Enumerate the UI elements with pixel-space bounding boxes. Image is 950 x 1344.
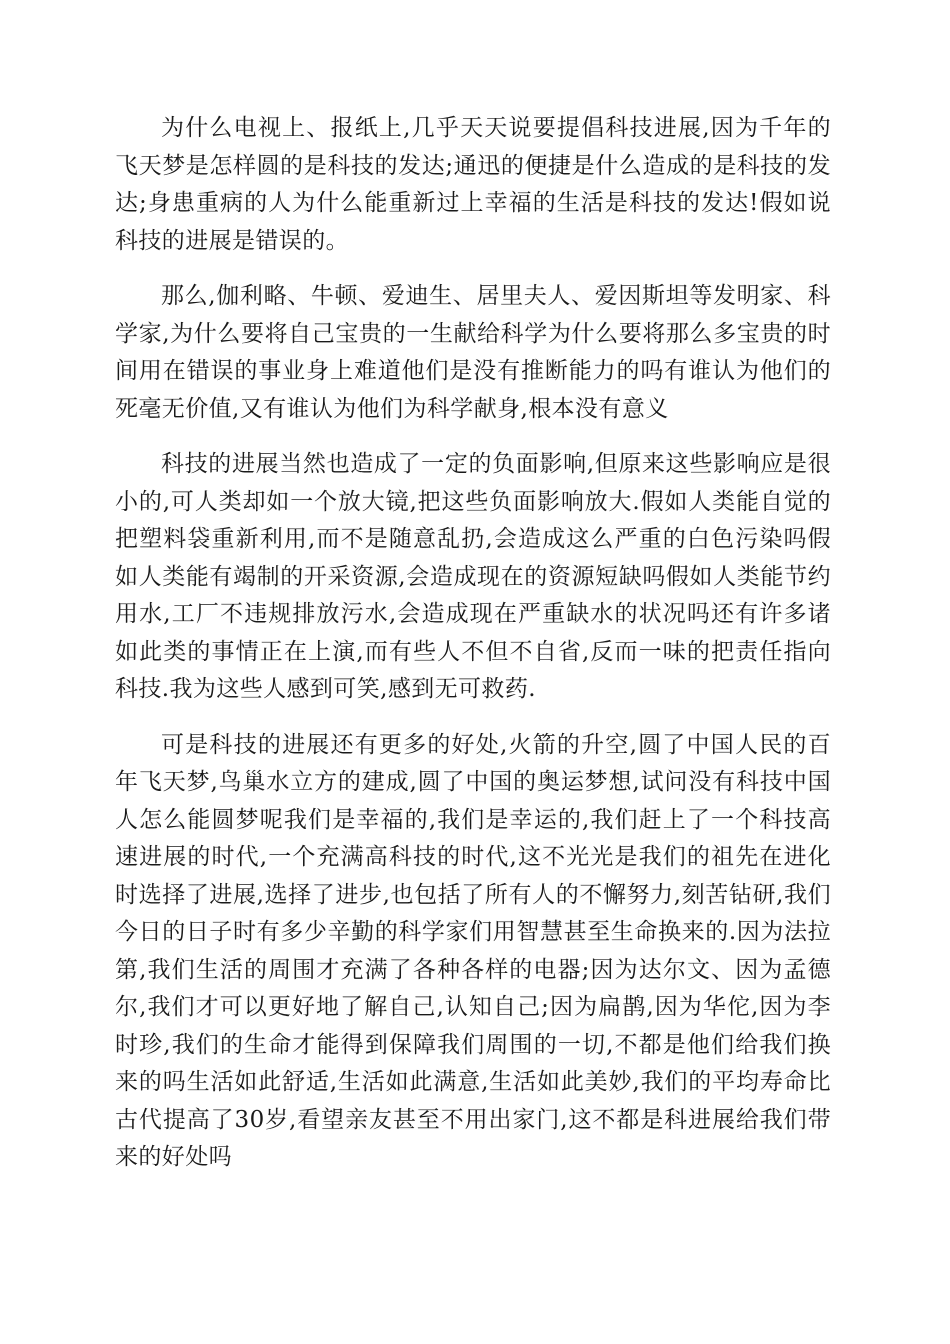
document-body (115, 110, 831, 1195)
paragraph-1: 为什么电视上、报纸上,几乎天天说要提倡科技进展,因为千年的飞天梦是怎样圆的是科技的发达;通迅的便捷是什么造成的是科技的发达;身患重病的人为什么能重新过上幸福的生活是科技的发达!假如说科技的进展是错误的。 (115, 115, 831, 254)
paragraph-2: 那么,伽利略、牛顿、爱迪生、居里夫人、爱因斯坦等发明家、科学家,为什么要将自己宝贵的一生献给科学为什么要将那么多宝贵的时间用在错误的事业身上难道他们是没有推断能力的吗有谁认为他们的死毫无价值,又有谁认为他们为科学献身,根本没有意义 (115, 283, 831, 422)
paragraph-4: 可是科技的进展还有更多的好处,火箭的升空,圆了中国人民的百年飞天梦,鸟巢水立方的建成,圆了中国的奥运梦想,试问没有科技中国人怎么能圆梦呢我们是幸福的,我们是幸运的,我们赶上了一个科技高速进展的时代,一个充满高科技的时代,这不光光是我们的祖先在进化时选择了进展,选择了进步,也包括了所有人的不懈努力,刻苦钻研,我们今日的日子时有多少辛勤的科学家们用智慧甚至生命换来的.因为法拉第,我们生活的周围才充满了各种各样的电器;因为达尔文、因为孟德尔,我们才可以更好地了解自己,认知自己;因为扁鹊,因为华佗,因为李时珍,我们的生命才能得到保障我们周围的一切,不都是他们给我们换来的吗生活如此舒适,生活如此满意,生活如此美妙,我们的平均寿命比古代提高了30岁,看望亲友甚至不用出家门,这不都是科进展给我们带来的好处吗 (115, 731, 831, 1170)
paragraph-3: 科技的进展当然也造成了一定的负面影响,但原来这些影响应是很小的,可人类却如一个放大镜,把这些负面影响放大.假如人类能自觉的把塑料袋重新利用,而不是随意乱扔,会造成这么严重的白色污染吗假如人类能有竭制的开采资源,会造成现在的资源短缺吗假如人类能节约用水,工厂不违规排放污水,会造成现在严重缺水的状况吗还有许多诸如此类的事情正在上演,而有些人不但不自省,反而一味的把责任指向科技.我为这些人感到可笑,感到无可救药. (115, 451, 831, 702)
